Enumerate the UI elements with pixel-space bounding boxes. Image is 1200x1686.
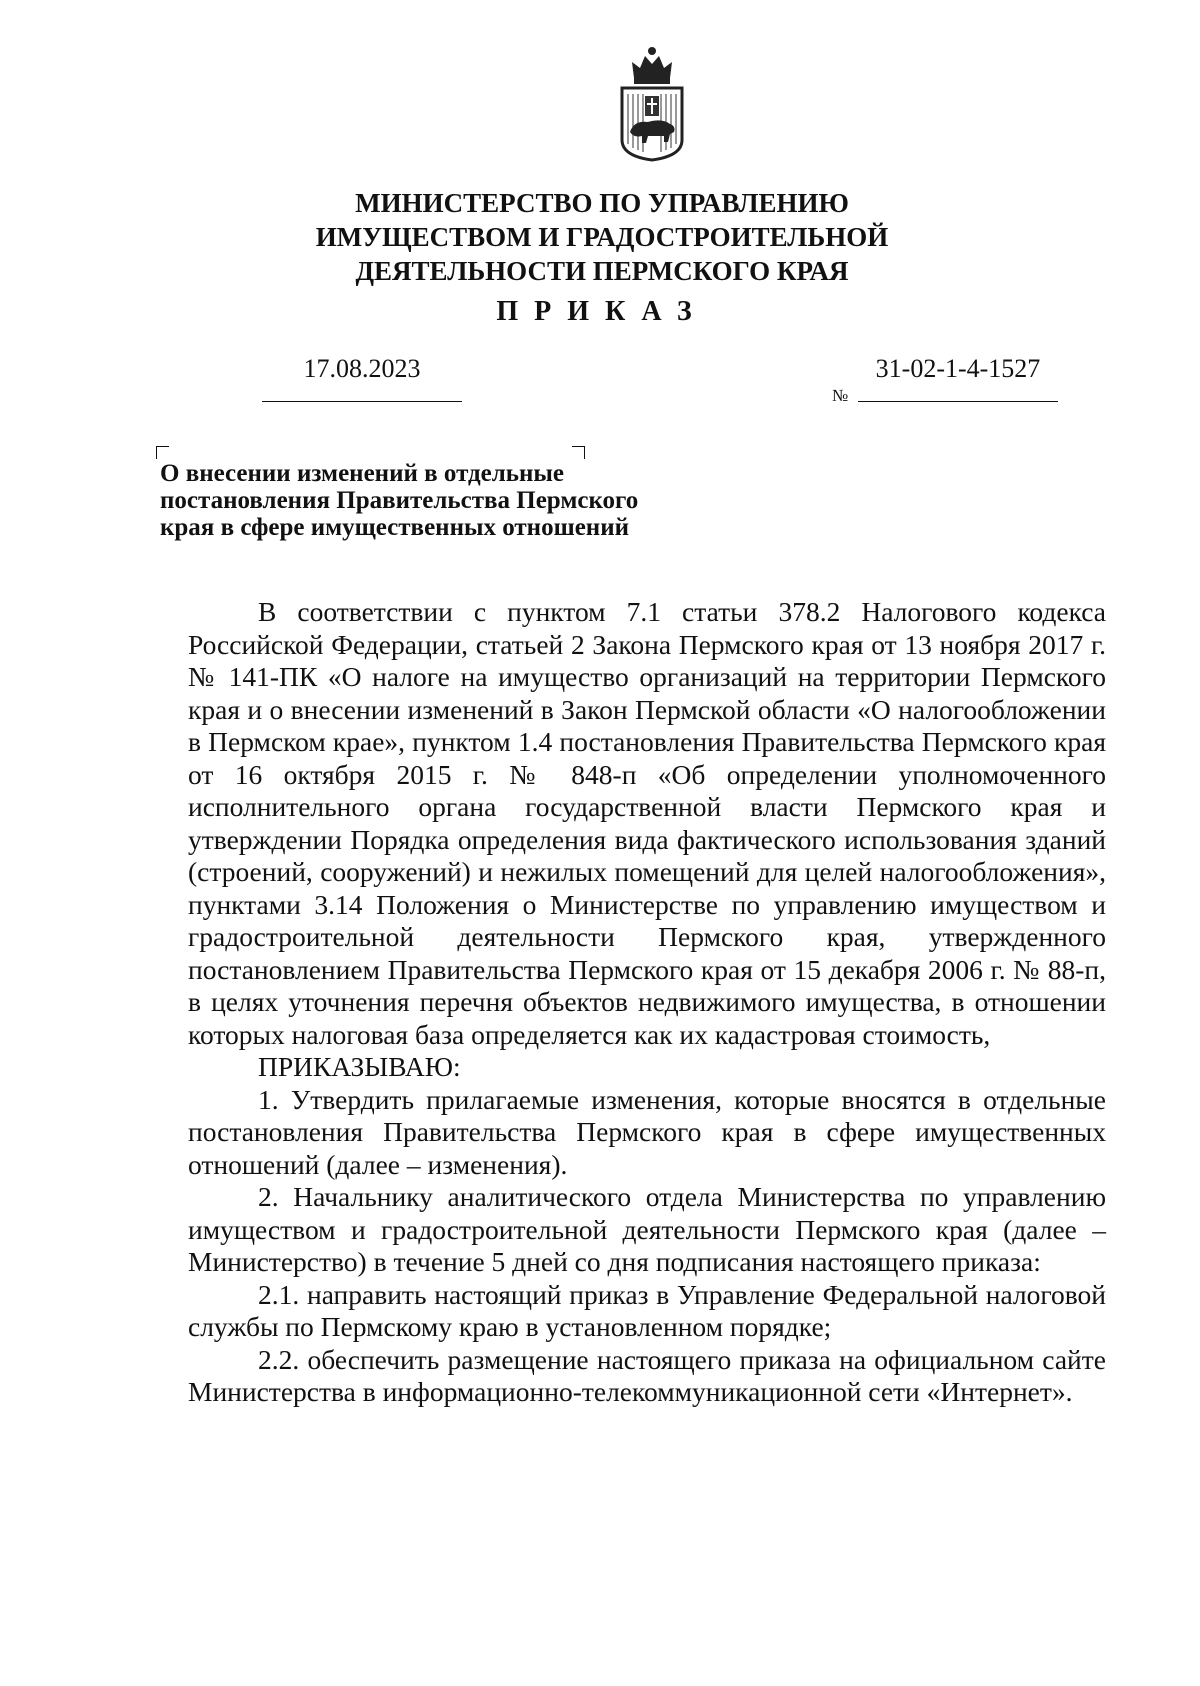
document-type-title: ПРИКАЗ bbox=[496, 296, 708, 327]
subject-bracket-left bbox=[156, 446, 169, 459]
order-body bbox=[188, 596, 1106, 1409]
order-subject bbox=[160, 460, 780, 541]
order-item-2-1: 2.1. направить настоящий приказ в Управление Федеральной налоговой службы по Пермскому краю в установленном порядке; bbox=[188, 1278, 1106, 1342]
order-date: 17.08.2023 bbox=[303, 354, 421, 383]
subject-line: О внесении изменений в отдельные bbox=[160, 460, 565, 487]
ministry-name-line: ИМУЩЕСТВОМ И ГРАДОСТРОИТЕЛЬНОЙ bbox=[315, 222, 889, 252]
number-underline bbox=[858, 401, 1058, 402]
perm-krai-coat-of-arms-icon bbox=[612, 44, 692, 164]
order-number: 31-02-1-4-1527 bbox=[875, 354, 1041, 383]
ministry-name bbox=[250, 186, 954, 288]
subject-line: края в сфере имущественных отношений bbox=[160, 514, 630, 541]
order-word: ПРИКАЗЫВАЮ: bbox=[258, 1051, 461, 1082]
order-item-1: 1. Утвердить прилагаемые изменения, которые вносятся в отдельные постановления Правительства Пермского края в сфере имущественных отношений (далее – изменения). bbox=[188, 1083, 1106, 1180]
ministry-name-line: МИНИСТЕРСТВО ПО УПРАВЛЕНИЮ bbox=[355, 188, 849, 218]
date-underline bbox=[262, 401, 462, 402]
subject-line: постановления Правительства Пермского bbox=[160, 487, 639, 514]
subject-bracket-right bbox=[572, 446, 585, 459]
preamble-paragraph: В соответствии с пунктом 7.1 статьи 378.2 Налогового кодекса Российской Федерации, статьей 2 Закона Пермского края от 13 ноября 2017 г. № 141-ПК «О налоге на имущество организаций на территории Пермского края и о внесении изменений в Закон Пермской области «О налогообложении в Пермском крае», пунктом 1.4 постановления Правительства Пермского края от 16 октября 2015 г. № 848-п «Об определении уполномоченного исполнительного органа государственной власти Пермского края и утверждении Порядка определения вида фактического использования зданий (строений, сооружений) и нежилых помещений для целей налогообложения», пунктами 3.14 Положения о Министерстве по управлению имуществом и градостроительной деятельности Пермского края, утвержденного постановлением Правительства Пермского края от 15 декабря 2006 г. № 88-п, в целях уточнения перечня объектов недвижимого имущества, в отношении которых налоговая база определяется как их кадастровая стоимость, bbox=[188, 596, 1106, 1050]
order-item-2: 2. Начальнику аналитического отдела Министерства по управлению имуществом и градостроительной деятельности Пермского края (далее – Министерство) в течение 5 дней со дня подписания настоящего приказа: bbox=[188, 1181, 1106, 1277]
number-sign: № bbox=[832, 386, 849, 405]
ministry-name-line: ДЕЯТЕЛЬНОСТИ ПЕРМСКОГО КРАЯ bbox=[355, 256, 849, 286]
order-item-2-2: 2.2. обеспечить размещение настоящего приказа на официальном сайте Министерства в информационно-телекоммуникационной сети «Интернет». bbox=[188, 1343, 1106, 1407]
